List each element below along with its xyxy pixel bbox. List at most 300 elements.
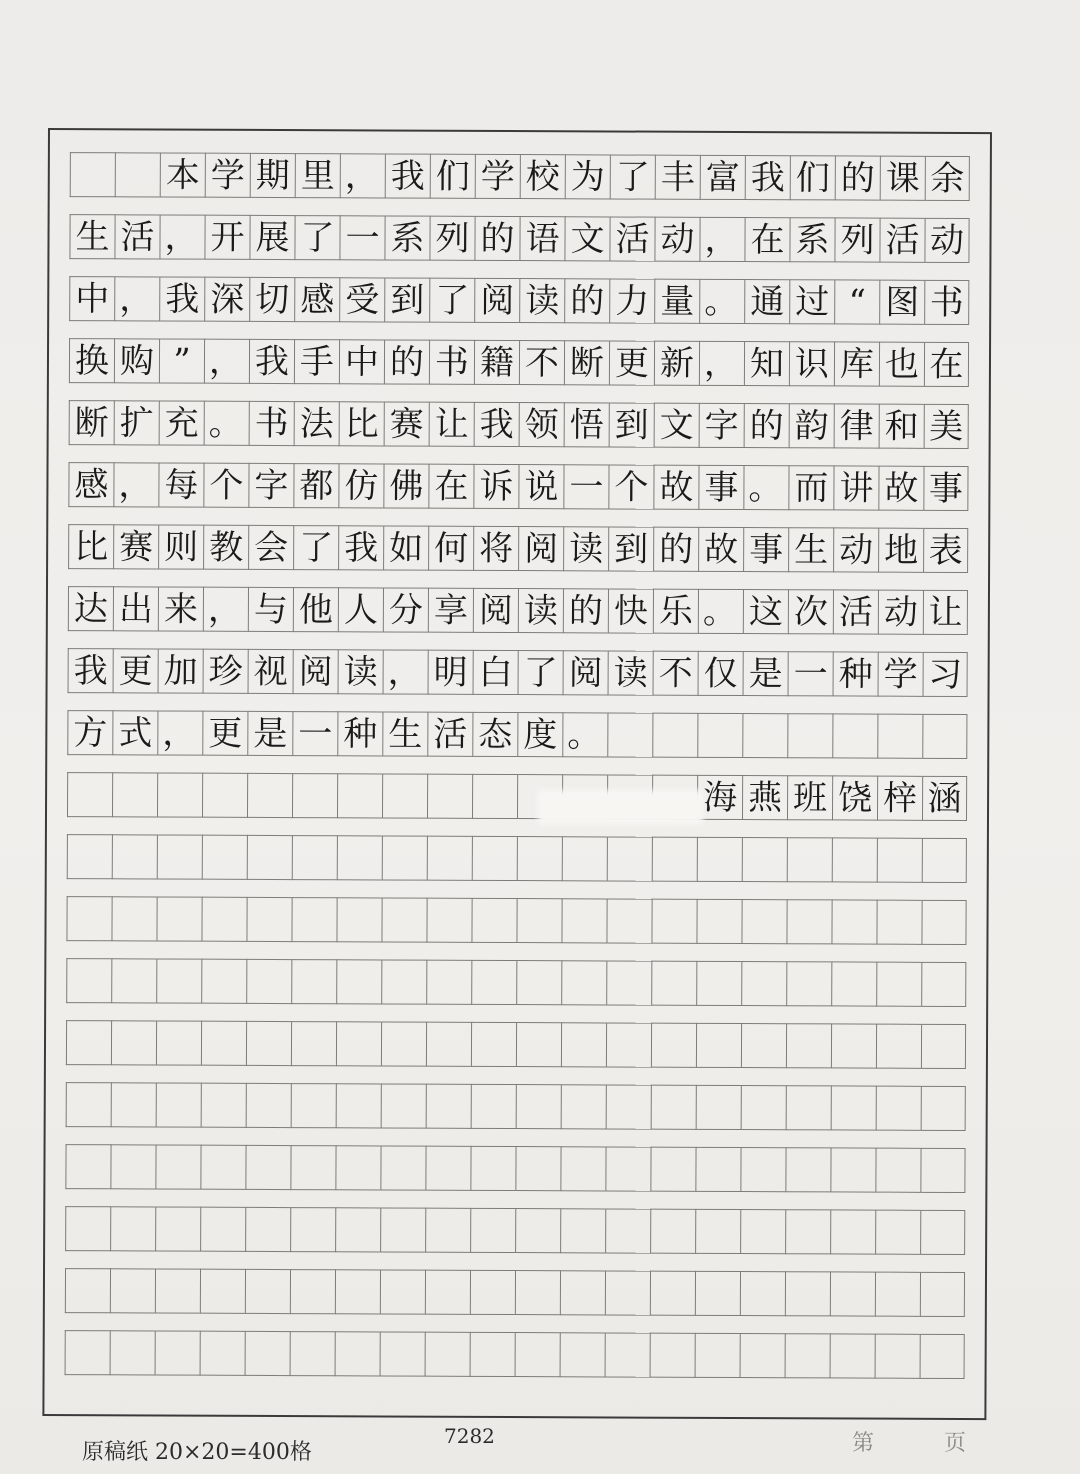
grid-cell (66, 896, 111, 941)
grid-cell (787, 713, 832, 758)
grid-cell (651, 961, 696, 1006)
grid-cell: 仅 (698, 651, 743, 696)
grid-cell (922, 838, 967, 883)
grid-cell (471, 960, 516, 1005)
grid-cell (337, 773, 382, 818)
grid-cell: 换 (69, 338, 114, 383)
grid-cell (200, 1331, 245, 1376)
grid-cell (200, 1145, 245, 1190)
grid-cell (245, 1207, 290, 1252)
grid-cell (786, 899, 831, 944)
grid-cell: 如 (383, 525, 428, 570)
grid-cell (336, 897, 381, 942)
grid-cell: 图 (879, 280, 924, 325)
grid-cell (921, 1024, 966, 1069)
grid-cell (111, 896, 156, 941)
grid-cell (202, 773, 247, 818)
grid-cell: 韵 (789, 403, 834, 448)
grid-cell: 生 (382, 711, 427, 756)
grid-cell (65, 1330, 110, 1375)
grid-cell (560, 1270, 605, 1315)
grid-cell (696, 1023, 741, 1068)
grid-cell (876, 1024, 921, 1069)
grid-cell (695, 1209, 740, 1254)
grid-cell (156, 1020, 201, 1065)
grid-cell: 乐 (653, 589, 698, 634)
grid-cell: 力 (609, 278, 654, 323)
grid-cell: 到 (608, 526, 653, 571)
grid-cell: 地 (878, 528, 923, 573)
grid-cell (246, 1021, 291, 1066)
grid-cell: 感 (68, 462, 113, 507)
grid-cell (246, 959, 291, 1004)
grid-cell: 种 (833, 651, 878, 696)
grid-cell: 美 (924, 404, 969, 449)
paper-code: 7282 (444, 1424, 495, 1448)
grid-row (69, 276, 969, 325)
grid-cell: 了 (610, 154, 655, 199)
grid-cell: 珍 (203, 649, 248, 694)
grid-cell: 一 (339, 215, 384, 260)
grid-row (67, 710, 967, 759)
grid-row (67, 772, 967, 821)
grid-cell (380, 1269, 425, 1314)
grid-cell (155, 1268, 200, 1313)
grid-cell (697, 713, 742, 758)
grid-cell (336, 959, 381, 1004)
grid-cell (70, 152, 115, 197)
grid-cell: ， (383, 649, 428, 694)
grid-cell (155, 1330, 200, 1375)
grid-cell (200, 1269, 245, 1314)
grid-cell (381, 1021, 426, 1066)
grid-cell: 学 (878, 652, 923, 697)
grid-cell (202, 835, 247, 880)
grid-cell: 明 (428, 650, 473, 695)
grid-cell: 为 (565, 154, 610, 199)
grid-cell (382, 835, 427, 880)
grid-cell (875, 1272, 920, 1317)
grid-cell: 梓 (877, 776, 922, 821)
grid-cell: 受 (339, 277, 384, 322)
grid-cell: 开 (204, 215, 249, 260)
grid-cell: 是 (743, 651, 788, 696)
grid-cell (606, 1084, 651, 1129)
grid-row (68, 462, 968, 511)
grid-cell (292, 773, 337, 818)
grid-cell: 在 (924, 342, 969, 387)
grid-cell: 了 (294, 215, 339, 260)
grid-cell (832, 837, 877, 882)
grid-cell: 。 (698, 589, 743, 634)
grid-cell (516, 1084, 561, 1129)
grid-cell: 则 (158, 524, 203, 569)
grid-cell: 让 (429, 402, 474, 447)
grid-cell: 赛 (113, 524, 158, 569)
grid-cell (201, 897, 246, 942)
grid-cell (696, 899, 741, 944)
grid-cell: 享 (428, 588, 473, 633)
grid-cell: ， (699, 341, 744, 386)
grid-cell (66, 1082, 111, 1127)
grid-cell: 的 (744, 403, 789, 448)
grid-cell (830, 1271, 875, 1316)
grid-cell (112, 834, 157, 879)
grid-cell: 阅 (473, 588, 518, 633)
grid-cell: 一 (788, 651, 833, 696)
grid-row (69, 338, 969, 387)
grid-cell (920, 1334, 965, 1379)
grid-cell (200, 1207, 245, 1252)
grid-cell (832, 713, 877, 758)
grid-cell: 人 (338, 587, 383, 632)
grid-cell (876, 1086, 921, 1131)
grid-cell (246, 897, 291, 942)
grid-cell: 文 (564, 216, 609, 261)
grid-cell: ， (203, 587, 248, 632)
grid-cell (785, 1333, 830, 1378)
grid-cell (875, 1210, 920, 1255)
grid-cell (740, 1271, 785, 1316)
grid-cell (155, 1144, 200, 1189)
grid-row (70, 152, 970, 201)
grid-cell (112, 772, 157, 817)
grid-cell (651, 1023, 696, 1068)
grid-cell (291, 897, 336, 942)
grid-cell: 达 (68, 586, 113, 631)
grid-cell: 动 (878, 590, 923, 635)
grid-cell: 充 (159, 400, 204, 445)
grid-cell: 活 (114, 214, 159, 259)
grid-row (69, 214, 969, 263)
grid-cell: 比 (68, 524, 113, 569)
grid-cell (67, 834, 112, 879)
grid-cell (335, 1269, 380, 1314)
grid-row (65, 1330, 965, 1379)
grid-cell (560, 1146, 605, 1191)
grid-cell (741, 961, 786, 1006)
grid-cell (516, 1022, 561, 1067)
grid-cell: 。 (743, 465, 788, 510)
grid-cell: 律 (834, 403, 879, 448)
grid-cell (831, 899, 876, 944)
grid-cell (110, 1330, 155, 1375)
grid-cell (921, 1086, 966, 1131)
grid-cell: 展 (249, 215, 294, 260)
grid-cell (786, 1085, 831, 1130)
grid-cell (786, 961, 831, 1006)
grid-cell (290, 1269, 335, 1314)
grid-cell: 他 (293, 587, 338, 632)
grid-cell (606, 1022, 651, 1067)
grid-cell: 字 (699, 403, 744, 448)
grid-cell (696, 1085, 741, 1130)
grid-cell: 何 (428, 526, 473, 571)
grid-cell: 快 (608, 588, 653, 633)
grid-cell: 读 (518, 588, 563, 633)
grid-cell: 购 (114, 338, 159, 383)
grid-row (68, 648, 968, 697)
grid-cell (876, 900, 921, 945)
grid-cell: 事 (743, 527, 788, 572)
grid-cell (111, 1020, 156, 1065)
grid-cell: 故 (878, 466, 923, 511)
grid-cell: 饶 (832, 775, 877, 820)
grid-row (68, 524, 968, 573)
grid-cell: ， (204, 339, 249, 384)
grid-cell (157, 772, 202, 817)
grid-cell: ， (699, 217, 744, 262)
grid-cell: 富 (700, 155, 745, 200)
grid-cell: 分 (383, 587, 428, 632)
grid-cell (605, 1208, 650, 1253)
grid-cell: 更 (202, 711, 247, 756)
grid-cell: 表 (923, 528, 968, 573)
grid-cell (652, 713, 697, 758)
grid-cell (471, 1084, 516, 1129)
grid-cell: 我 (159, 276, 204, 321)
grid-cell: 了 (429, 278, 474, 323)
grid-cell: 我 (474, 402, 519, 447)
grid-cell (740, 1333, 785, 1378)
grid-cell (560, 1208, 605, 1253)
grid-frame (42, 128, 992, 1420)
grid-cell (606, 960, 651, 1005)
grid-cell: ， (340, 153, 385, 198)
grid-cell: 动 (833, 527, 878, 572)
grid-cell (115, 152, 160, 197)
grid-cell: 加 (158, 648, 203, 693)
grid-cell: 语 (519, 216, 564, 261)
grid-cell (425, 1146, 470, 1191)
grid-cell (650, 1271, 695, 1316)
grid-cell (427, 836, 472, 881)
grid-cell (741, 1023, 786, 1068)
grid-row (66, 896, 966, 945)
grid-cell (111, 1082, 156, 1127)
grid-cell (787, 837, 832, 882)
grid-cell (426, 1022, 471, 1067)
grid-cell: 字 (248, 463, 293, 508)
grid-cell: 们 (430, 154, 475, 199)
grid-cell (922, 714, 967, 759)
grid-cell: 态 (472, 712, 517, 757)
grid-cell: 比 (339, 401, 384, 446)
grid-cell (201, 1083, 246, 1128)
grid-cell: 的 (474, 216, 519, 261)
grid-cell: 学 (475, 154, 520, 199)
grid-cell: ， (159, 214, 204, 259)
grid-cell (561, 1084, 606, 1129)
grid-cell: 了 (518, 650, 563, 695)
grid-cell: 的 (835, 155, 880, 200)
grid-cell (291, 1083, 336, 1128)
grid-row (66, 1082, 966, 1131)
grid-cell: 知 (744, 341, 789, 386)
grid-cell (470, 1208, 515, 1253)
grid-cell (742, 837, 787, 882)
grid-cell (381, 1083, 426, 1128)
grid-cell (472, 836, 517, 881)
grid-cell (471, 898, 516, 943)
grid-cell: 期 (250, 153, 295, 198)
grid-cell (472, 774, 517, 819)
grid-cell (831, 1023, 876, 1068)
grid-cell (740, 1209, 785, 1254)
grid-row (65, 1268, 965, 1317)
grid-row (67, 834, 967, 883)
grid-cell (110, 1268, 155, 1313)
grid-cell: 的 (563, 588, 608, 633)
grid-cell (695, 1147, 740, 1192)
grid-cell: 量 (654, 279, 699, 324)
grid-cell: 的 (384, 339, 429, 384)
grid-cell: 活 (609, 216, 654, 261)
grid-cell: 我 (249, 339, 294, 384)
grid-cell (875, 1148, 920, 1193)
grid-cell: 到 (609, 402, 654, 447)
grid-cell: 班 (787, 775, 832, 820)
grid-cell: 课 (880, 156, 925, 201)
grid-cell: 。 (204, 401, 249, 446)
page-label-di: 第 (852, 1431, 875, 1456)
grid-cell: 佛 (383, 463, 428, 508)
grid-cell: 阅 (293, 649, 338, 694)
grid-cell (471, 1022, 516, 1067)
grid-cell: ， (113, 462, 158, 507)
grid-cell: 中 (69, 276, 114, 321)
grid-cell: 诉 (473, 464, 518, 509)
grid-cell: 列 (834, 217, 879, 262)
grid-cell: 一 (292, 711, 337, 756)
grid-cell: 活 (427, 712, 472, 757)
grid-cell: 阅 (518, 526, 563, 571)
grid-cell: 。 (562, 712, 607, 757)
grid-cell: 我 (745, 155, 790, 200)
grid-cell: 度 (517, 712, 562, 757)
grid-cell: 都 (293, 463, 338, 508)
grid-cell: 与 (248, 587, 293, 632)
grid-cell (380, 1331, 425, 1376)
grid-cell: 手 (294, 339, 339, 384)
grid-cell: 书 (429, 340, 474, 385)
grid-cell (470, 1270, 515, 1315)
grid-cell (920, 1272, 965, 1317)
grid-cell: 来 (158, 586, 203, 631)
grid-cell: 而 (788, 465, 833, 510)
grid-cell (830, 1333, 875, 1378)
grid-cell (562, 836, 607, 881)
grid-cell: “ (834, 279, 879, 324)
grid-cell: 我 (338, 525, 383, 570)
grid-cell (65, 1206, 110, 1251)
grid-cell: 讲 (833, 465, 878, 510)
grid-cell: 不 (519, 340, 564, 385)
grid-cell: 籍 (474, 340, 519, 385)
grid-cell: 识 (789, 341, 834, 386)
grid-cell: 深 (204, 277, 249, 322)
grid-cell: 更 (113, 648, 158, 693)
grid-row (66, 958, 966, 1007)
grid-cell (336, 1083, 381, 1128)
grid-cell: 式 (112, 710, 157, 755)
grid-cell: 切 (249, 277, 294, 322)
grid-cell (66, 1020, 111, 1065)
grid-cell (426, 898, 471, 943)
grid-cell (560, 1332, 605, 1377)
grid-cell: ” (159, 338, 204, 383)
grid-cell (425, 1332, 470, 1377)
character-grid (64, 152, 969, 1396)
grid-cell: 事 (698, 465, 743, 510)
grid-cell: 每 (158, 462, 203, 507)
grid-cell: 过 (789, 279, 834, 324)
grid-cell (830, 1209, 875, 1254)
grid-cell: 阅 (563, 650, 608, 695)
grid-cell: 里 (295, 153, 340, 198)
grid-cell: 新 (654, 341, 699, 386)
grid-cell: 了 (293, 525, 338, 570)
grid-cell (245, 1331, 290, 1376)
grid-cell: 阅 (474, 278, 519, 323)
grid-cell: 白 (473, 650, 518, 695)
grid-cell (425, 1270, 470, 1315)
grid-cell: 说 (518, 464, 563, 509)
grid-cell: 教 (203, 525, 248, 570)
grid-cell (877, 838, 922, 883)
grid-cell (515, 1146, 560, 1191)
grid-cell (156, 958, 201, 1003)
grid-cell (785, 1209, 830, 1254)
grid-cell: 感 (294, 277, 339, 322)
grid-cell: 读 (519, 278, 564, 323)
grid-row (65, 1144, 965, 1193)
grid-cell: 动 (654, 217, 699, 262)
grid-cell (605, 1270, 650, 1315)
grid-cell (381, 959, 426, 1004)
grid-cell (741, 899, 786, 944)
grid-cell: 系 (789, 217, 834, 262)
grid-cell (877, 714, 922, 759)
grid-cell (425, 1208, 470, 1253)
grid-cell: 断 (69, 400, 114, 445)
grid-cell (380, 1145, 425, 1190)
grid-cell: 视 (248, 649, 293, 694)
grid-cell: 我 (68, 648, 113, 693)
grid-cell (561, 1022, 606, 1067)
grid-cell: 的 (653, 527, 698, 572)
grid-cell: 出 (113, 586, 158, 631)
grid-cell: 书 (924, 280, 969, 325)
grid-row (65, 1206, 965, 1255)
grid-cell: 余 (925, 156, 970, 201)
grid-cell (67, 772, 112, 817)
grid-cell: 扩 (114, 400, 159, 445)
grid-cell (155, 1206, 200, 1251)
grid-cell (470, 1332, 515, 1377)
grid-cell (247, 773, 292, 818)
grid-cell (290, 1207, 335, 1252)
grid-cell: 燕 (742, 775, 787, 820)
grid-cell (740, 1147, 785, 1192)
grid-cell (561, 898, 606, 943)
grid-cell: 在 (744, 217, 789, 262)
grid-cell (335, 1207, 380, 1252)
grid-cell: 活 (879, 218, 924, 263)
grid-cell (517, 836, 562, 881)
grid-cell (876, 962, 921, 1007)
page-label-ye: 页 (944, 1431, 967, 1456)
